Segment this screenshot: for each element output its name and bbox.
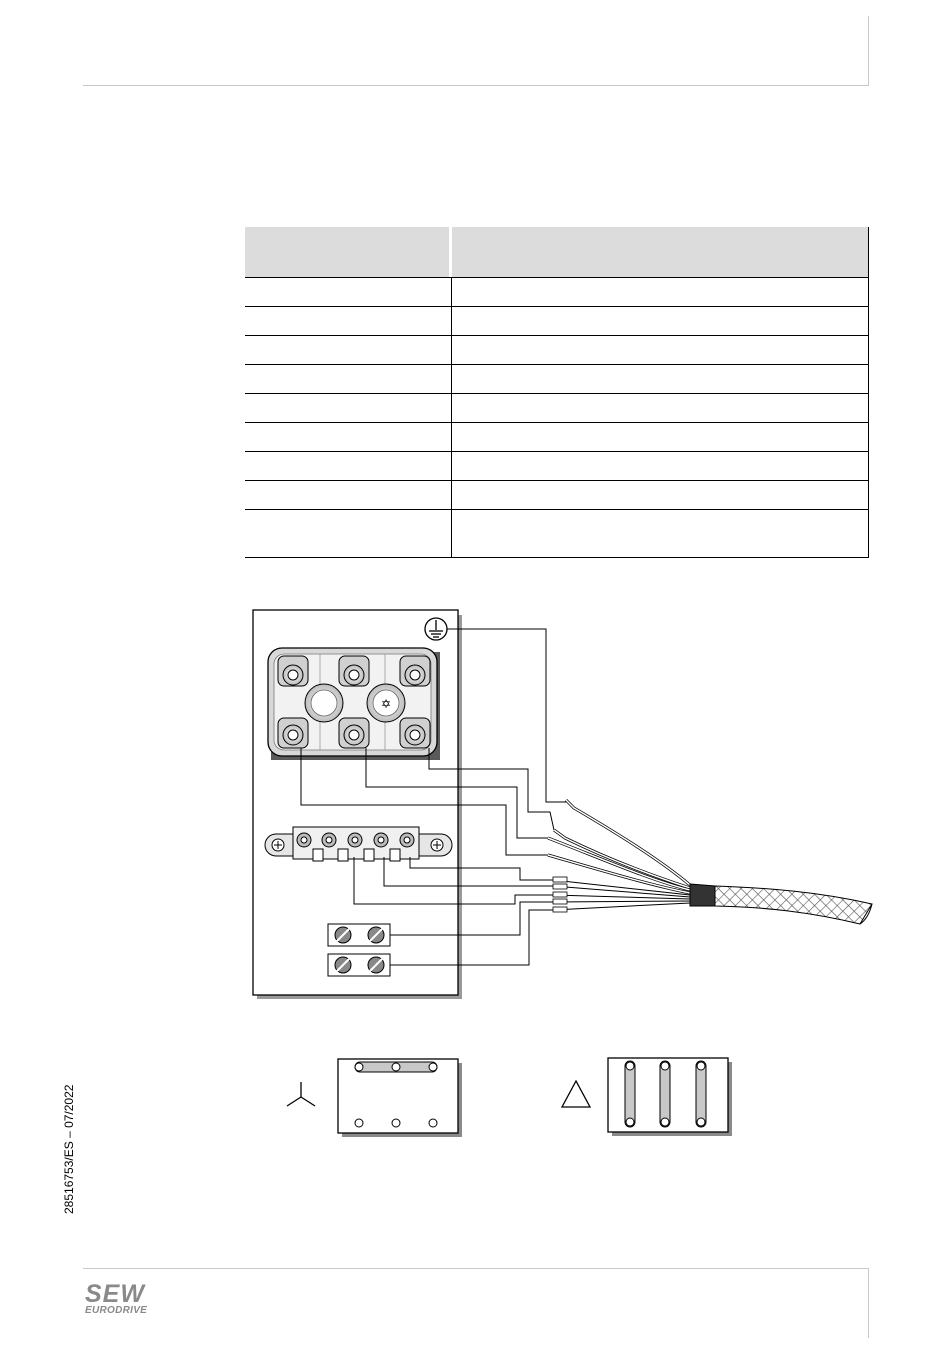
star-symbol-icon xyxy=(287,1082,315,1106)
terminal-stud xyxy=(339,656,369,686)
aux-terminal-screw xyxy=(322,833,336,847)
terminal-stud xyxy=(400,718,430,748)
terminal-stud xyxy=(278,718,308,748)
logo-brand: SEW xyxy=(85,1280,145,1308)
terminal-stud xyxy=(278,656,308,686)
aux-terminal-screw xyxy=(374,833,388,847)
document-code: 28516753/ES – 07/2022 xyxy=(62,1084,76,1214)
earth-ground-icon xyxy=(425,618,447,640)
aux-terminal-screw xyxy=(348,833,362,847)
brake-terminal-screw xyxy=(335,957,351,973)
delta-symbol-icon xyxy=(562,1081,590,1107)
brake-terminal-screw xyxy=(368,927,384,943)
delta-connection xyxy=(562,1058,732,1136)
terminal-stud xyxy=(339,718,369,748)
aux-terminal-screw xyxy=(297,833,311,847)
logo-sub: EURODRIVE xyxy=(85,1305,148,1316)
shielded-cable xyxy=(690,884,872,924)
brake-terminal-screw xyxy=(335,927,351,943)
aux-terminal-screw xyxy=(400,833,414,847)
sew-eurodrive-logo xyxy=(85,1282,147,1316)
star-connection xyxy=(287,1059,462,1137)
terminal-stud xyxy=(400,656,430,686)
brake-terminal-screw xyxy=(368,957,384,973)
svg-text:✡: ✡ xyxy=(380,697,392,711)
cable-leads xyxy=(548,800,690,912)
